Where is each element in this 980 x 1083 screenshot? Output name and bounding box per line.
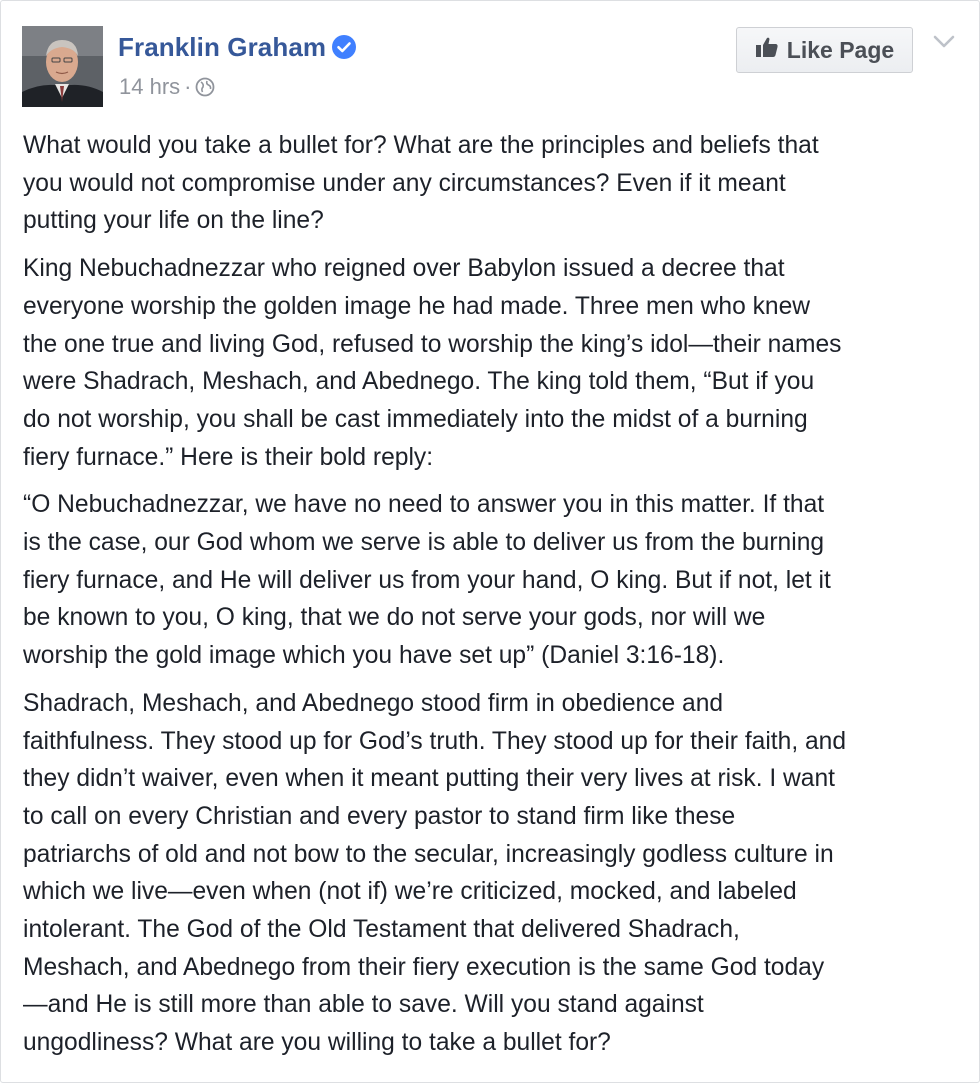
post-paragraph-3: “O Nebuchadnezzar, we have no need to answer you in this matter. If that is the case, our God whom we serve is able to deliver us from the burning fiery furnace, and He will deliver us from your hand, O king. But if not, let it be known to you, O king, that we do not serve your gods, nor will we worship the gold image which you have set up” (Daniel 3:16-18).	[23, 491, 831, 670]
post-paragraph-4: Shadrach, Meshach, and Abednego stood firm in obedience and faithfulness. They stood up for God’s truth. They stood up for their faith, and they didn’t waiver, even when it meant putting their very lives at risk. I want to call on every Christian and every pastor to stand firm like these patriarchs of old and not bow to the secular, increasingly godless culture in which we live—even when (not if) we’re criticized, mocked, and labeled intolerant. The God of the Old Testament that delivered Shadrach, Meshach, and Abednego from their fiery execution is the same God today —and He is still more than able to save. Will you stand against ungodliness? What are you willing to take a bullet for?	[23, 689, 847, 1057]
author-name-link[interactable]: Franklin Graham	[118, 32, 327, 62]
post-paragraph-2: King Nebuchadnezzar who reigned over Babylon issued a decree that everyone worship the golden image he had made. Three men who knew the one true and living God, refused to worship the king’s idol—their names were Shadrach, Meshach, and Abednego. The king told them, “But if you do not worship, you shall be cast immediately into the midst of a burning fiery furnace.” Here is their bold reply:	[23, 255, 842, 471]
author-avatar[interactable]	[22, 26, 103, 107]
like-page-label: Like Page	[786, 36, 895, 63]
post-meta	[119, 74, 215, 103]
author-name-row	[118, 32, 356, 66]
post-body	[23, 127, 958, 1072]
post-header	[22, 26, 957, 108]
timestamp-link[interactable]: 14 hrs	[119, 74, 181, 99]
chevron-down-icon[interactable]	[932, 32, 956, 52]
profile-photo-icon	[22, 26, 103, 107]
meta-separator: ·	[184, 74, 192, 99]
post-paragraph-1: What would you take a bullet for? What are the principles and beliefs that you would not compromise under any circumstances? Even if it meant putting your life on the line?	[23, 132, 819, 235]
verified-badge-icon	[332, 35, 356, 66]
thumbs-up-icon	[755, 36, 779, 64]
globe-icon[interactable]	[195, 77, 215, 103]
like-page-button[interactable]	[736, 27, 913, 73]
